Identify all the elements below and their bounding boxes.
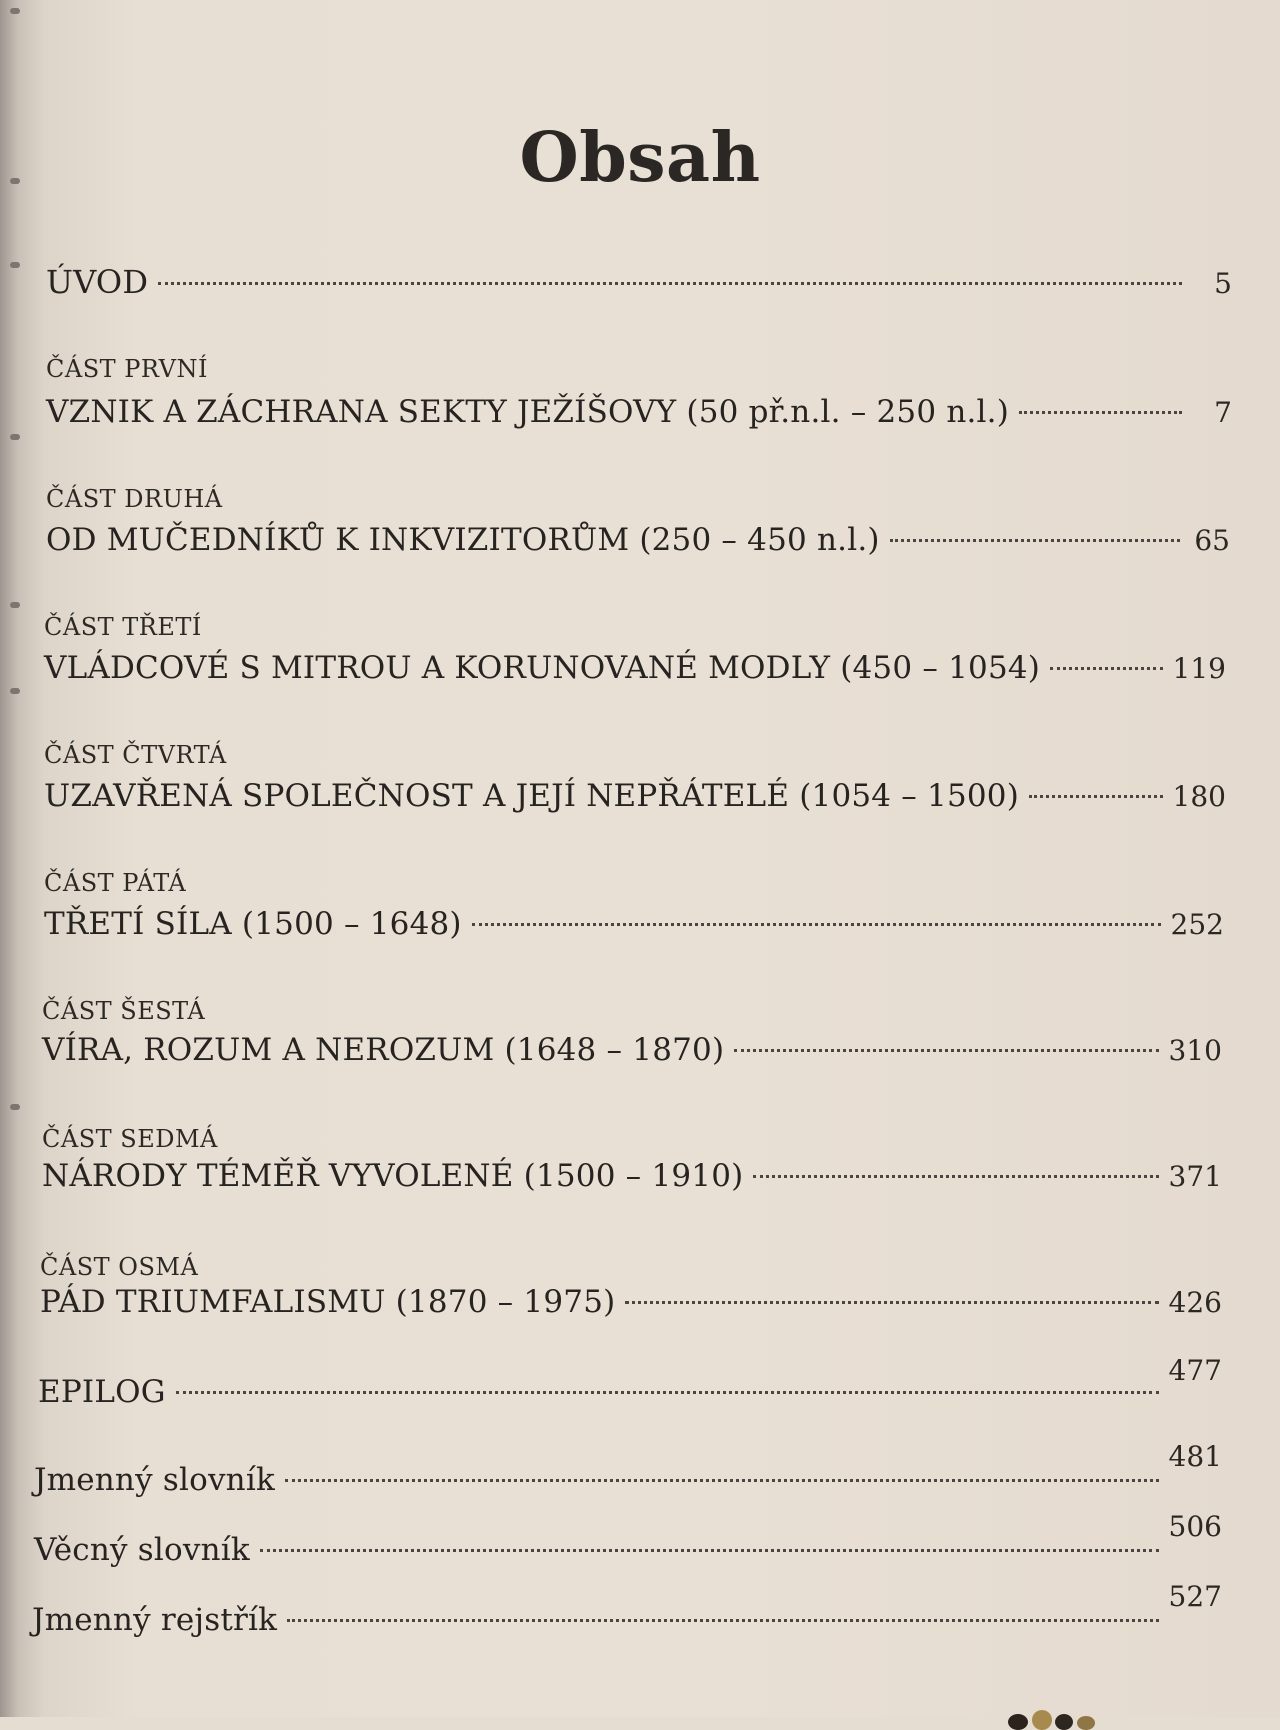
toc-entry-part-7	[42, 1156, 1222, 1197]
leader-dots	[753, 1175, 1158, 1178]
leader-dots	[1019, 411, 1182, 414]
leader-dots	[1029, 795, 1163, 798]
toc-entry-name-dictionary	[34, 1440, 1222, 1501]
toc-entry-part-8	[40, 1282, 1222, 1323]
page-number: 119	[1172, 652, 1226, 685]
leader-dots	[1050, 667, 1162, 670]
toc-entry-epilog	[38, 1354, 1222, 1413]
part-label: ČÁST OSMÁ	[40, 1253, 199, 1281]
page-number: 527	[1168, 1580, 1222, 1613]
page-number: 371	[1168, 1160, 1222, 1193]
toc-entry-part-2	[46, 520, 1230, 561]
page-number: 180	[1172, 780, 1226, 813]
part-label: ČÁST SEDMÁ	[42, 1125, 218, 1153]
toc-entry-subject-dictionary	[34, 1510, 1222, 1571]
leader-dots	[287, 1619, 1158, 1622]
toc-entry-part-6	[42, 1030, 1222, 1071]
binding-ring	[990, 1690, 1130, 1730]
part-label: ČÁST ŠESTÁ	[42, 997, 206, 1025]
page-number: 5	[1214, 267, 1232, 300]
toc-entry-name-index	[32, 1580, 1222, 1641]
page-number: 310	[1168, 1034, 1222, 1067]
page-number: 252	[1170, 908, 1224, 941]
entry-title: EPILOG	[38, 1374, 166, 1410]
entry-title: Věcný slovník	[34, 1532, 250, 1568]
page-number: 426	[1168, 1286, 1222, 1319]
toc-entry-part-3	[44, 648, 1226, 689]
page-title: Obsah	[519, 117, 761, 198]
entry-title: VÍRA, ROZUM A NEROZUM (1648 – 1870)	[42, 1032, 725, 1068]
part-label: ČÁST DRUHÁ	[46, 485, 223, 513]
page-number: 7	[1214, 396, 1232, 429]
leader-dots	[472, 923, 1161, 926]
page-number: 65	[1194, 524, 1230, 557]
toc-entry-part-5	[44, 904, 1224, 945]
part-label: ČÁST ČTVRTÁ	[44, 741, 227, 769]
entry-title: VZNIK A ZÁCHRANA SEKTY JEŽÍŠOVY (50 př.n.l. – 250 n.l.)	[46, 394, 1010, 430]
entry-title: PÁD TRIUMFALISMU (1870 – 1975)	[40, 1284, 616, 1320]
entry-title: ÚVOD	[46, 263, 149, 301]
page-number: 477	[1168, 1354, 1222, 1387]
entry-title: VLÁDCOVÉ S MITROU A KORUNOVANÉ MODLY (450 – 1054)	[44, 650, 1041, 686]
leader-dots	[176, 1391, 1159, 1394]
leader-dots	[734, 1049, 1158, 1052]
entry-title: Jmenný rejstřík	[32, 1602, 278, 1638]
leader-dots	[890, 539, 1180, 542]
entry-title: OD MUČEDNÍKŮ K INKVIZITORŮM (250 – 450 n.l.)	[46, 522, 880, 558]
entry-title: TŘETÍ SÍLA (1500 – 1648)	[44, 906, 462, 942]
leader-dots	[260, 1549, 1159, 1552]
part-label: ČÁST TŘETÍ	[44, 613, 202, 641]
part-label: ČÁST PRVNÍ	[46, 355, 208, 383]
toc-entry-part-4	[44, 776, 1226, 817]
page-number: 481	[1168, 1440, 1222, 1473]
page-number: 506	[1168, 1510, 1222, 1543]
toc-entry-part-1	[46, 392, 1232, 433]
leader-dots	[285, 1479, 1159, 1482]
leader-dots	[625, 1301, 1158, 1304]
entry-title: Jmenný slovník	[34, 1462, 275, 1498]
entry-title: NÁRODY TÉMĚŘ VYVOLENÉ (1500 – 1910)	[42, 1158, 744, 1194]
entry-title: UZAVŘENÁ SPOLEČNOST A JEJÍ NEPŘÁTELÉ (1054 – 1500)	[44, 778, 1020, 814]
leader-dots	[158, 282, 1182, 285]
toc-entry-intro	[46, 262, 1232, 304]
part-label: ČÁST PÁTÁ	[44, 869, 187, 897]
